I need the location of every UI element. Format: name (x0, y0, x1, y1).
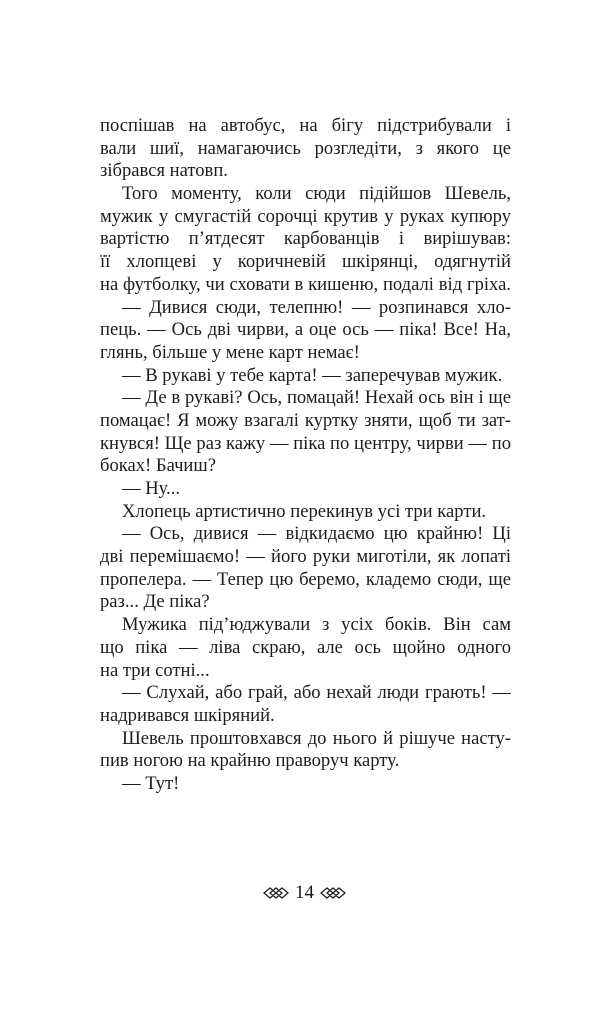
text-line: пив ногою на крайню праворуч карту. (100, 750, 400, 772)
knot-ornament-icon (320, 883, 346, 905)
text-line: — Ось, дивися — відкидаємо цю крайню! Ці (122, 523, 511, 545)
text-line: Хлопець артистично перекинув усі три карти. (122, 500, 487, 522)
text-line: Шевель проштовхався до нього й рішуче насту- (122, 727, 511, 749)
text-line: її хлопцеві у коричневій шкірянці, одягнутій (100, 251, 511, 273)
text-line: — Ну... (122, 478, 181, 499)
text-line: вартістю п’ятдесят карбованців і вирішував: (100, 228, 511, 250)
text-line: Мужика під’юджували з усіх боків. Він сам (122, 614, 511, 636)
text-line: Того моменту, коли сюди підійшов Шевель, (122, 183, 511, 205)
text-line: зібрався натовп. (100, 160, 228, 182)
text-line: раз... Де піка? (100, 591, 210, 613)
text-line: помацає! Я можу взагалі куртку зняти, щоб ти зат- (100, 409, 511, 431)
page-footer (0, 882, 609, 905)
text-line: дві перемішаємо! — його руки миготіли, як лопаті (100, 546, 511, 568)
knot-ornament-icon (263, 883, 289, 905)
text-line: — Тут! (122, 772, 180, 794)
page-body (100, 115, 511, 796)
page-number: 14 (295, 882, 314, 903)
text-line: боках! Бачиш? (100, 455, 216, 477)
text-line: кнувся! Ще раз кажу — піка по центру, чирви — по (100, 432, 511, 454)
text-line: вали шиї, намагаючись розгледіти, з якого це (100, 137, 511, 159)
text-line: на три сотні... (100, 659, 210, 681)
text-line: на футболку, чи сховати в кишеню, подалі від гріха. (100, 273, 511, 295)
text-line: пропелера. — Тепер цю беремо, кладемо сюди, ще (100, 568, 511, 590)
text-line: — Слухай, або грай, або нехай люди грають! — (122, 682, 511, 704)
text-line: надривався шкіряний. (100, 704, 275, 726)
text-line: пець. — Ось дві чирви, а оце ось — піка! Все! На, (100, 319, 511, 341)
text-line: — Дивися сюди, телепню! — розпинався хло- (122, 296, 511, 318)
text-line: що піка — ліва скраю, але ось щойно одного (100, 636, 511, 658)
text-line: глянь, більше у мене карт немає! (100, 341, 360, 363)
text-line: мужик у смугастій сорочці крутив у руках купюру (100, 205, 511, 227)
text-line: поспішав на автобус, на бігу підстрибували і (100, 115, 511, 136)
text-line: — В рукаві у тебе карта! — заперечував мужик. (122, 364, 503, 386)
text-line: — Де в рукаві? Ось, помацай! Нехай ось він і ще (122, 387, 511, 409)
